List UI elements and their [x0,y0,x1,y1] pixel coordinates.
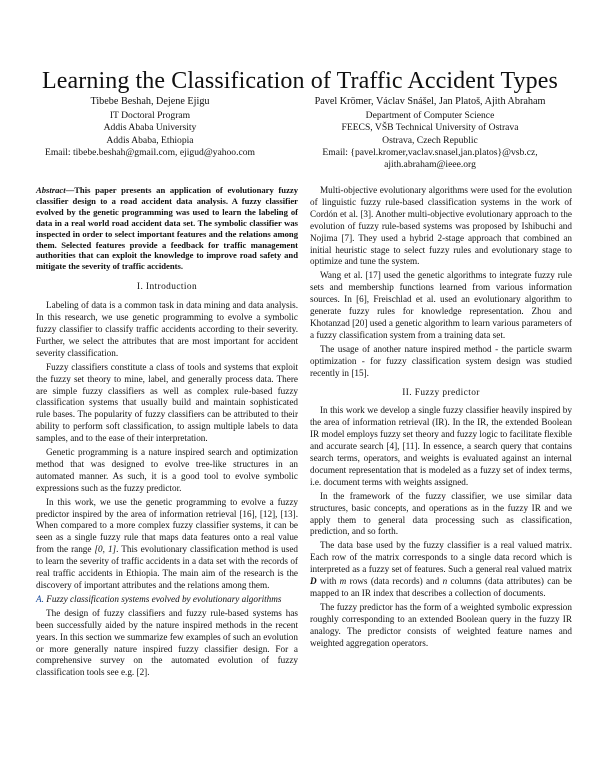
paragraph: Labeling of data is a common task in data mining and data analysis. In this research, we use genetic programming to evolve a symbolic fuzzy classifier to classify traffic accidents according to their severity. Further, we select the attributes that are most important for accident severity classification. [36,300,298,358]
paragraph: The usage of another nature inspired method - the particle swarm optimization - for fuzzy classification system design was studied recently in [15]. [310,343,572,378]
math-m: m [339,576,347,587]
author-block-2 [280,96,580,171]
paragraph [310,540,572,600]
affiliation-line: Department of Computer Science [365,110,495,122]
paragraph: Multi-objective evolutionary algorithms were used for the evolution of linguistic fuzzy rule-based classification systems in the work of Cordón et al. [3]. Another multi-objective evolutionary approach to the evolution of fuzzy rule-based systems was proposed by Ishibuchi and Nojima [7]. They used a hybrid 2-stage approach that combined an initial heuristic stage to select fuzzy rules and evolutionary stage to optimize and tune the system. [310,185,572,267]
affiliation-line: Addis Ababa University [103,122,197,134]
author-names-2: Pavel Krömer, Václav Snášel, Jan Platoš, Ajith Abraham [314,96,546,107]
affiliation-line: Addis Ababa, Ethiopia [106,134,194,146]
author-email: Email: tibebe.beshah@gmail.com, ejigud@yahoo.com [44,146,256,158]
math-matrix-d: D [310,576,317,587]
paragraph-text: . This evolutionary classification method is used to learn the severity of traffic accidents in a data set with the records of real traffic accidents in Ethiopia. The main aim of the research is the discovery of important attributes and the relations among them. [36,544,298,590]
author-block-1 [30,96,270,159]
section-heading-fuzzy-predictor: II. Fuzzy predictor [402,387,480,398]
abstract [36,185,298,272]
paragraph: Fuzzy classifiers constitute a class of tools and systems that exploit the fuzzy set theory to mine, label, and generally process data. There are simple fuzzy classifiers as well as complex rule-based fuzzy classification systems that usually build and maintain sophisticated rule bases. The popularity of fuzzy classifiers can be attributed to their ability to perform soft classification, to assign multiple labels to data samples, and to the ease of their interpretation. [36,361,298,444]
paragraph-text: columns (data attributes) can be mapped to an IR index that describes a collection of documents. [310,576,572,598]
paragraph [36,497,298,592]
section-heading-introduction: I. Introduction [136,282,198,293]
subsection-title: Fuzzy classification systems evolved by evolutionary algorithms [46,593,282,604]
paragraph-text: In this work, we use the genetic programming to evolve a fuzzy predictor inspired by the area of information retrieval [16], [12], [13]. When compared to a more complex fuzzy classifier systems, it can be seen as a single fuzzy rule that maps data features onto a real value from the range [36,496,298,555]
paragraph: In this work we develop a single fuzzy classifier heavily inspired by the area of information retrieval (IR). In the IR, the extended Boolean IR model employs fuzzy set theory and fuzzy logic to facilitate flexible and accurate search [4], [11]. In essence, a search query that contains search terms, operators, and weights is evaluated against an internal document representation that is modeled as a fuzzy set of index terms, i.e. document terms with weights assigned. [310,405,573,487]
author-email: ajith.abraham@ieee.org [384,159,476,171]
paragraph: The design of fuzzy classifiers and fuzzy rule-based systems has been successfully aided by the nature inspired methods in the recent years. In this section we summarize few examples of such an evolution or more generally nature inspired fuzzy classifier design. For a comprehensive survey on the automated evolution of fuzzy classification tools see e.g. [2]. [36,607,298,678]
affiliation-line: IT Doctoral Program [109,110,191,122]
author-names-1: Tibebe Beshah, Dejene Ejigu [90,96,210,107]
affiliation-line: Ostrava, Czech Republic [382,134,478,146]
left-column [36,185,298,681]
paragraph: In the framework of the fuzzy classifier, we use similar data structures, basic concepts, and operations as in the fuzzy IR and we apply them to general data processing such as classification, prediction, and so forth. [310,490,572,537]
subsection-number: A. [36,593,44,604]
paragraph-text: with [316,576,340,587]
paragraph-text: rows (data records) and [346,576,443,587]
author-email: Email: {pavel.kromer,vaclav.snasel,jan.platos}@vsb.cz, [322,146,538,158]
subsection-heading-a [36,594,298,606]
paper-title: Learning the Classification of Traffic Accident Types [42,68,558,95]
paragraph: Genetic programming is a nature inspired search and optimization method that was designed to evolve tree-like structures in an automated manner. As such, it is a good tool to evolve symbolic expressions such as the fuzzy predictor. [36,447,298,493]
paragraph-text: The data base used by the fuzzy classifier is a real valued matrix. Each row of the matrix corresponds to a single data record which is interpreted as a fuzzy set of features. Such a general real valued matrix [310,540,572,575]
affiliation-line: FEECS, VŠB Technical University of Ostrava [341,122,519,134]
math-n: n [442,576,448,587]
paragraph: The fuzzy predictor has the form of a weighted symbolic expression roughly corresponding to an extended Boolean query in the fuzzy IR analogy. The predictor consists of weighted feature names and weighted aggregation operators. [310,601,572,648]
paragraph: Wang et al. [17] used the genetic algorithms to integrate fuzzy rule sets and membership functions learned from various information sources. In [6], Freischlad et al. used an evolutionary algorithm to generate fuzzy rules for knowledge representation. Zhou and Khotanzad [20] used a genetic algorithm to learn various parameters of a fuzzy classification system from a training data set. [310,270,572,340]
right-column [310,185,572,652]
abstract-lead: Abstract [36,185,66,195]
math-range: [0, 1] [94,544,117,555]
abstract-text: —This paper presents an application of evolutionary fuzzy classifier design to a road accident data analysis. A fuzzy classifier evolved by the genetic programming was used to learn the labeling of data in a real world road accident data set. The symbolic classifier was inspected in order to select important features and the relations among them. Selected features provide a feedback for traffic management authorities that can exploit the knowledge to improve road safety and mitigate the severity of traffic accidents. [36,185,298,272]
